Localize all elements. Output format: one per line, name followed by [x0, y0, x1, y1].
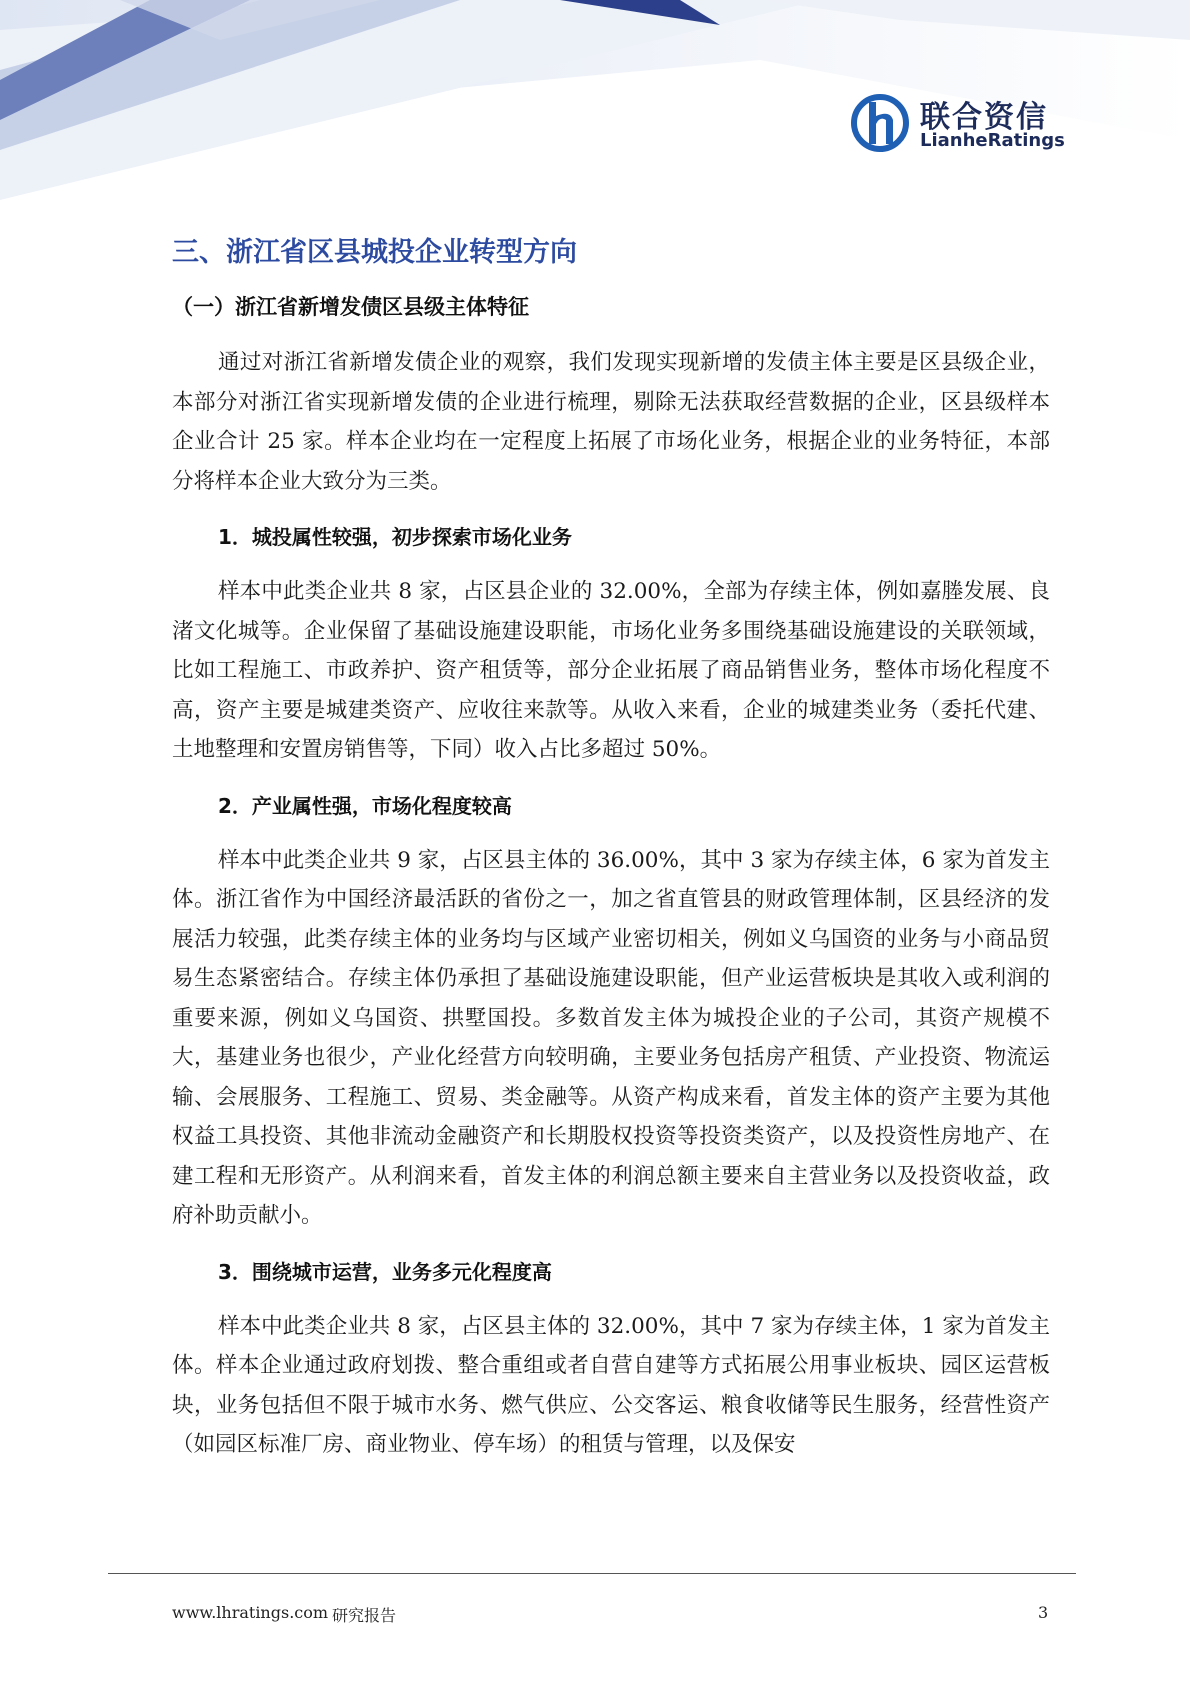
item-3-paragraph: 样本中此类企业共 8 家，占区县主体的 32.00%，其中 7 家为存续主体，1 家为首发主体。样本企业通过政府划拨、整合重组或者自营自建等方式拓展公用事业板块、园区运营板块，业务包括但不限于城市水务、燃气供应、公交客运、粮食收储等民生服务，经营性资产（如园区标准厂房、商业物业、停车场）的租赁与管理，以及保安	[172, 1313, 1050, 1457]
lianhe-ratings-logo	[850, 92, 1065, 154]
item-2-paragraph: 样本中此类企业共 9 家，占区县主体的 36.00%，其中 3 家为存续主体，6 家为首发主体。浙江省作为中国经济最活跃的省份之一，加之省直管县的财政管理体制，区县经济的发展活力较强，此类存续主体的业务均与区域产业密切相关，例如义乌国资的业务与小商品贸易生态紧密结合。存续主体仍承担了基础设施建设职能，但产业运营板块是其收入或利润的重要来源，例如义乌国资、拱墅国投。多数首发主体为城投企业的子公司，其资产规模不大，基建业务也很少，产业化经营方向较明确，主要业务包括房产租赁、产业投资、物流运输、会展服务、工程施工、贸易、类金融等。从资产构成来看，首发主体的资产主要为其他权益工具投资、其他非流动金融资产和长期股权投资等投资类资产，以及投资性房地产、在建工程和无形资产。从利润来看，首发主体的利润总额主要来自主营业务以及投资收益，政府补助贡献小。	[172, 847, 1050, 1228]
intro-paragraph: 通过对浙江省新增发债企业的观察，我们发现实现新增的发债主体主要是区县级企业，本部分对浙江省实现新增发债的企业进行梳理，剔除无法获取经营数据的企业，区县级样本企业合计 25 家。样本企业均在一定程度上拓展了市场化业务，根据企业的业务特征，本部分将样本企业大致分为三类。	[172, 350, 1050, 494]
page-number: 3	[1038, 1603, 1049, 1622]
item-1-paragraph: 样本中此类企业共 8 家，占区县企业的 32.00%，全部为存续主体，例如嘉塍发展、良渚文化城等。企业保留了基础设施建设职能，市场化业务多围绕基础设施建设的关联领域，比如工程施工、市政养护、资产租赁等，部分企业拓展了商品销售业务，整体市场化程度不高，资产主要是城建类资产、应收往来款等。从收入来看，企业的城建类业务（委托代建、土地整理和安置房销售等，下同）收入占比多超过 50%。	[172, 579, 1050, 762]
footer-doc-type: 研究报告	[332, 1606, 397, 1625]
item-2-title: 2．产业属性强，市场化程度较高	[218, 793, 512, 818]
brand-name-cn: 联合资信	[920, 100, 1048, 135]
subsection-title: （一）浙江省新增发债区县级主体特征	[172, 295, 529, 319]
footer-divider	[108, 1573, 1076, 1574]
document-body	[172, 224, 1050, 1485]
item-3-title: 3．围绕城市运营，业务多元化程度高	[218, 1259, 552, 1284]
item-1-title: 1．城投属性较强，初步探索市场化业务	[218, 525, 572, 549]
lianhe-logo-icon	[850, 92, 910, 154]
brand-name-en: LianheRatings	[920, 130, 1065, 151]
section-title: 三、浙江省区县城投企业转型方向	[172, 237, 577, 268]
footer-website-link[interactable]: www.lhratings.com	[172, 1603, 329, 1622]
